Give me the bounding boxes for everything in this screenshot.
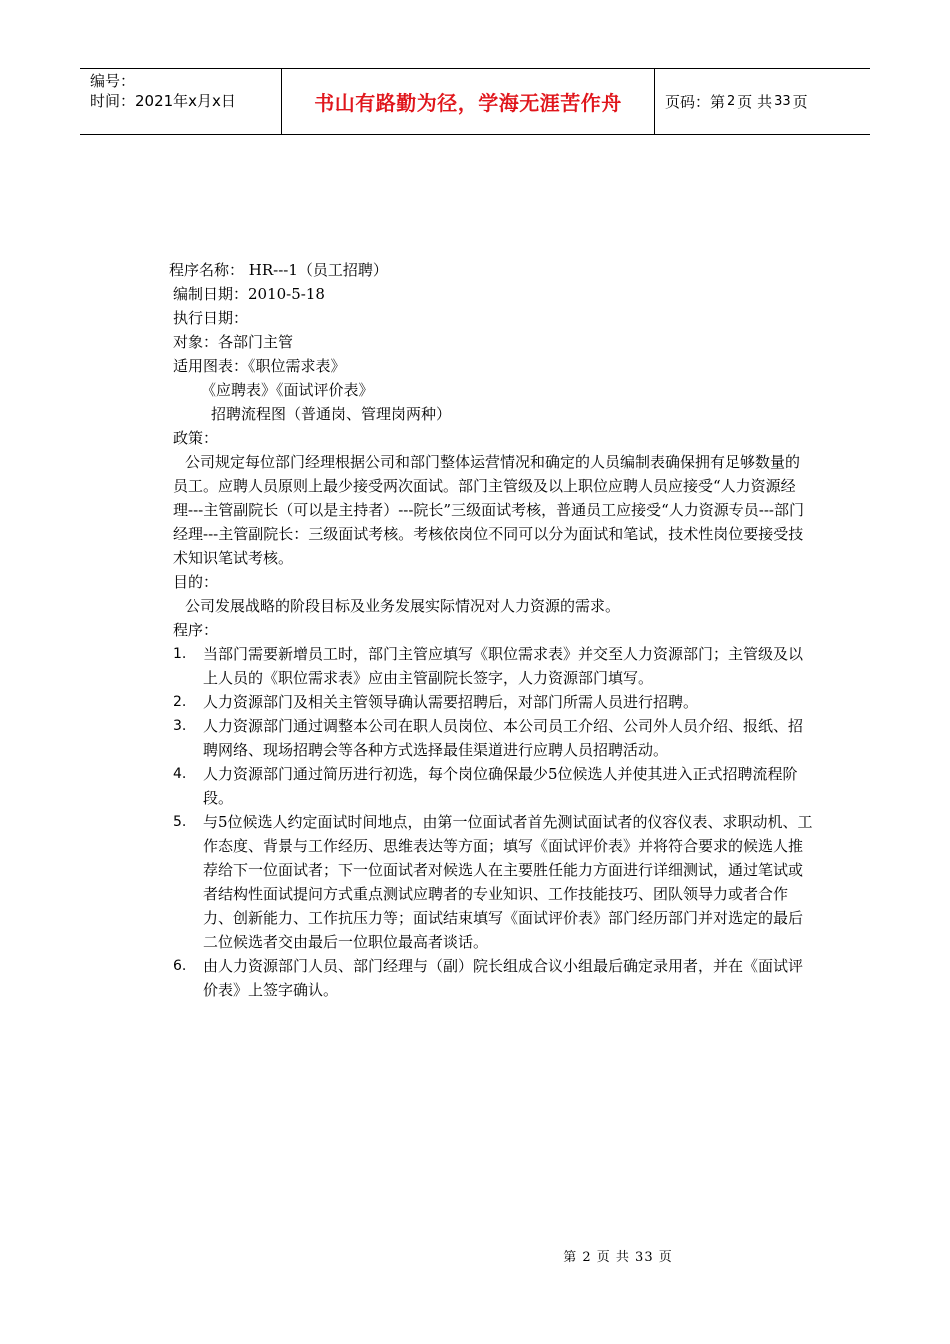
header-motto: 书山有路勤为径，学海无涯苦作舟 — [282, 69, 655, 134]
policy-paragraph: 公司规定每位部门经理根据公司和部门整体运营情况和确定的人员编制表确保拥有足够数量的员工。应聘人员原则上最少接受两次面试。部门主管级及以上职位应聘人员应接受“人力资源经理---主管副院长（可以是主持者）---院长”三级面试考核，普通员工应接受“人力资源专员---部门经理---主管副院长：三级面试考核。考核依岗位不同可以分为面试和笔试，技术性岗位要接受技术知识笔试考核。 — [173, 453, 804, 567]
step-number: 6. — [173, 958, 187, 974]
header-page-number — [655, 69, 870, 134]
purpose-heading: 目的： — [173, 573, 219, 591]
page-total: 33 — [774, 94, 791, 109]
procedure-steps — [173, 642, 813, 1002]
procedure-heading: 程序： — [173, 621, 219, 639]
document-time-label: 时间：2021年x月x日 — [90, 92, 236, 110]
target-audience: 对象：各部门主管 — [173, 333, 294, 351]
applicable-forms-line3: 招聘流程图（普通岗、管理岗两种） — [211, 405, 452, 423]
step-text: 与5位候选人约定面试时间地点，由第一位面试者首先测试面试者的仪容仪表、求职动机、工作态度、背景与工作经历、思维表达等方面；填写《面试评价表》并将符合要求的候选人推荐给下一位面试者；下一位面试者对候选人在主要胜任能力方面进行详细测试，通过笔试或者结构性面试提问方式重点测试应聘者的专业知识、工作技能技巧、团队领导力或者合作力、创新能力、工作抗压力等；面试结束填写《面试评价表》部门经历部门并对选定的最后二位候选者交由最后一位职位最高者谈话。 — [203, 813, 813, 951]
step-text: 人力资源部门及相关主管领导确认需要招聘后，对部门所需人员进行招聘。 — [203, 693, 699, 711]
header-info-cell — [80, 69, 282, 134]
step-number: 5. — [173, 814, 187, 830]
step-number: 4. — [173, 766, 187, 782]
list-item — [173, 714, 813, 762]
purpose-paragraph: 公司发展战略的阶段目标及业务发展实际情况对人力资源的需求。 — [185, 597, 621, 615]
list-item — [173, 810, 813, 954]
step-number: 2. — [173, 694, 187, 710]
list-item — [173, 642, 813, 690]
step-text: 人力资源部门通过简历进行初选，每个岗位确保最少5位候选人并使其进入正式招聘流程阶段。 — [203, 765, 798, 807]
page-middle: 页 共 — [737, 93, 773, 111]
step-text: 由人力资源部门人员、部门经理与（副）院长组成合议小组最后确定录用者，并在《面试评价表》上签字确认。 — [203, 957, 804, 999]
applicable-forms: 适用图表：《职位需求表》 — [173, 357, 346, 375]
execution-date: 执行日期： — [173, 309, 249, 327]
compile-date: 编制日期：2010-5-18 — [173, 285, 325, 303]
page-footer: 第 2 页 共 33 页 — [563, 1250, 673, 1265]
policy-heading: 政策： — [173, 429, 219, 447]
document-number-label: 编号： — [90, 72, 136, 90]
applicable-forms-line2: 《应聘表》《面试评价表》 — [201, 381, 374, 399]
step-text: 当部门需要新增员工时，部门主管应填写《职位需求表》并交至人力资源部门；主管级及以上人员的《职位需求表》应由主管副院长签字，人力资源部门填写。 — [203, 645, 804, 687]
step-number: 3. — [173, 718, 187, 734]
page-current: 2 — [727, 94, 736, 109]
step-text: 人力资源部门通过调整本公司在职人员岗位、本公司员工介绍、公司外人员介绍、报纸、招聘网络、现场招聘会等各种方式选择最佳渠道进行应聘人员招聘活动。 — [203, 717, 804, 759]
page-header — [80, 68, 870, 135]
page-prefix: 页码：第 — [665, 93, 726, 111]
page-suffix: 页 — [792, 93, 808, 111]
document-body — [169, 258, 813, 1002]
list-item — [173, 762, 813, 810]
list-item — [173, 954, 813, 1002]
step-number: 1. — [173, 646, 187, 662]
list-item — [173, 690, 813, 714]
program-name: 程序名称： HR---1（员工招聘） — [169, 261, 388, 279]
